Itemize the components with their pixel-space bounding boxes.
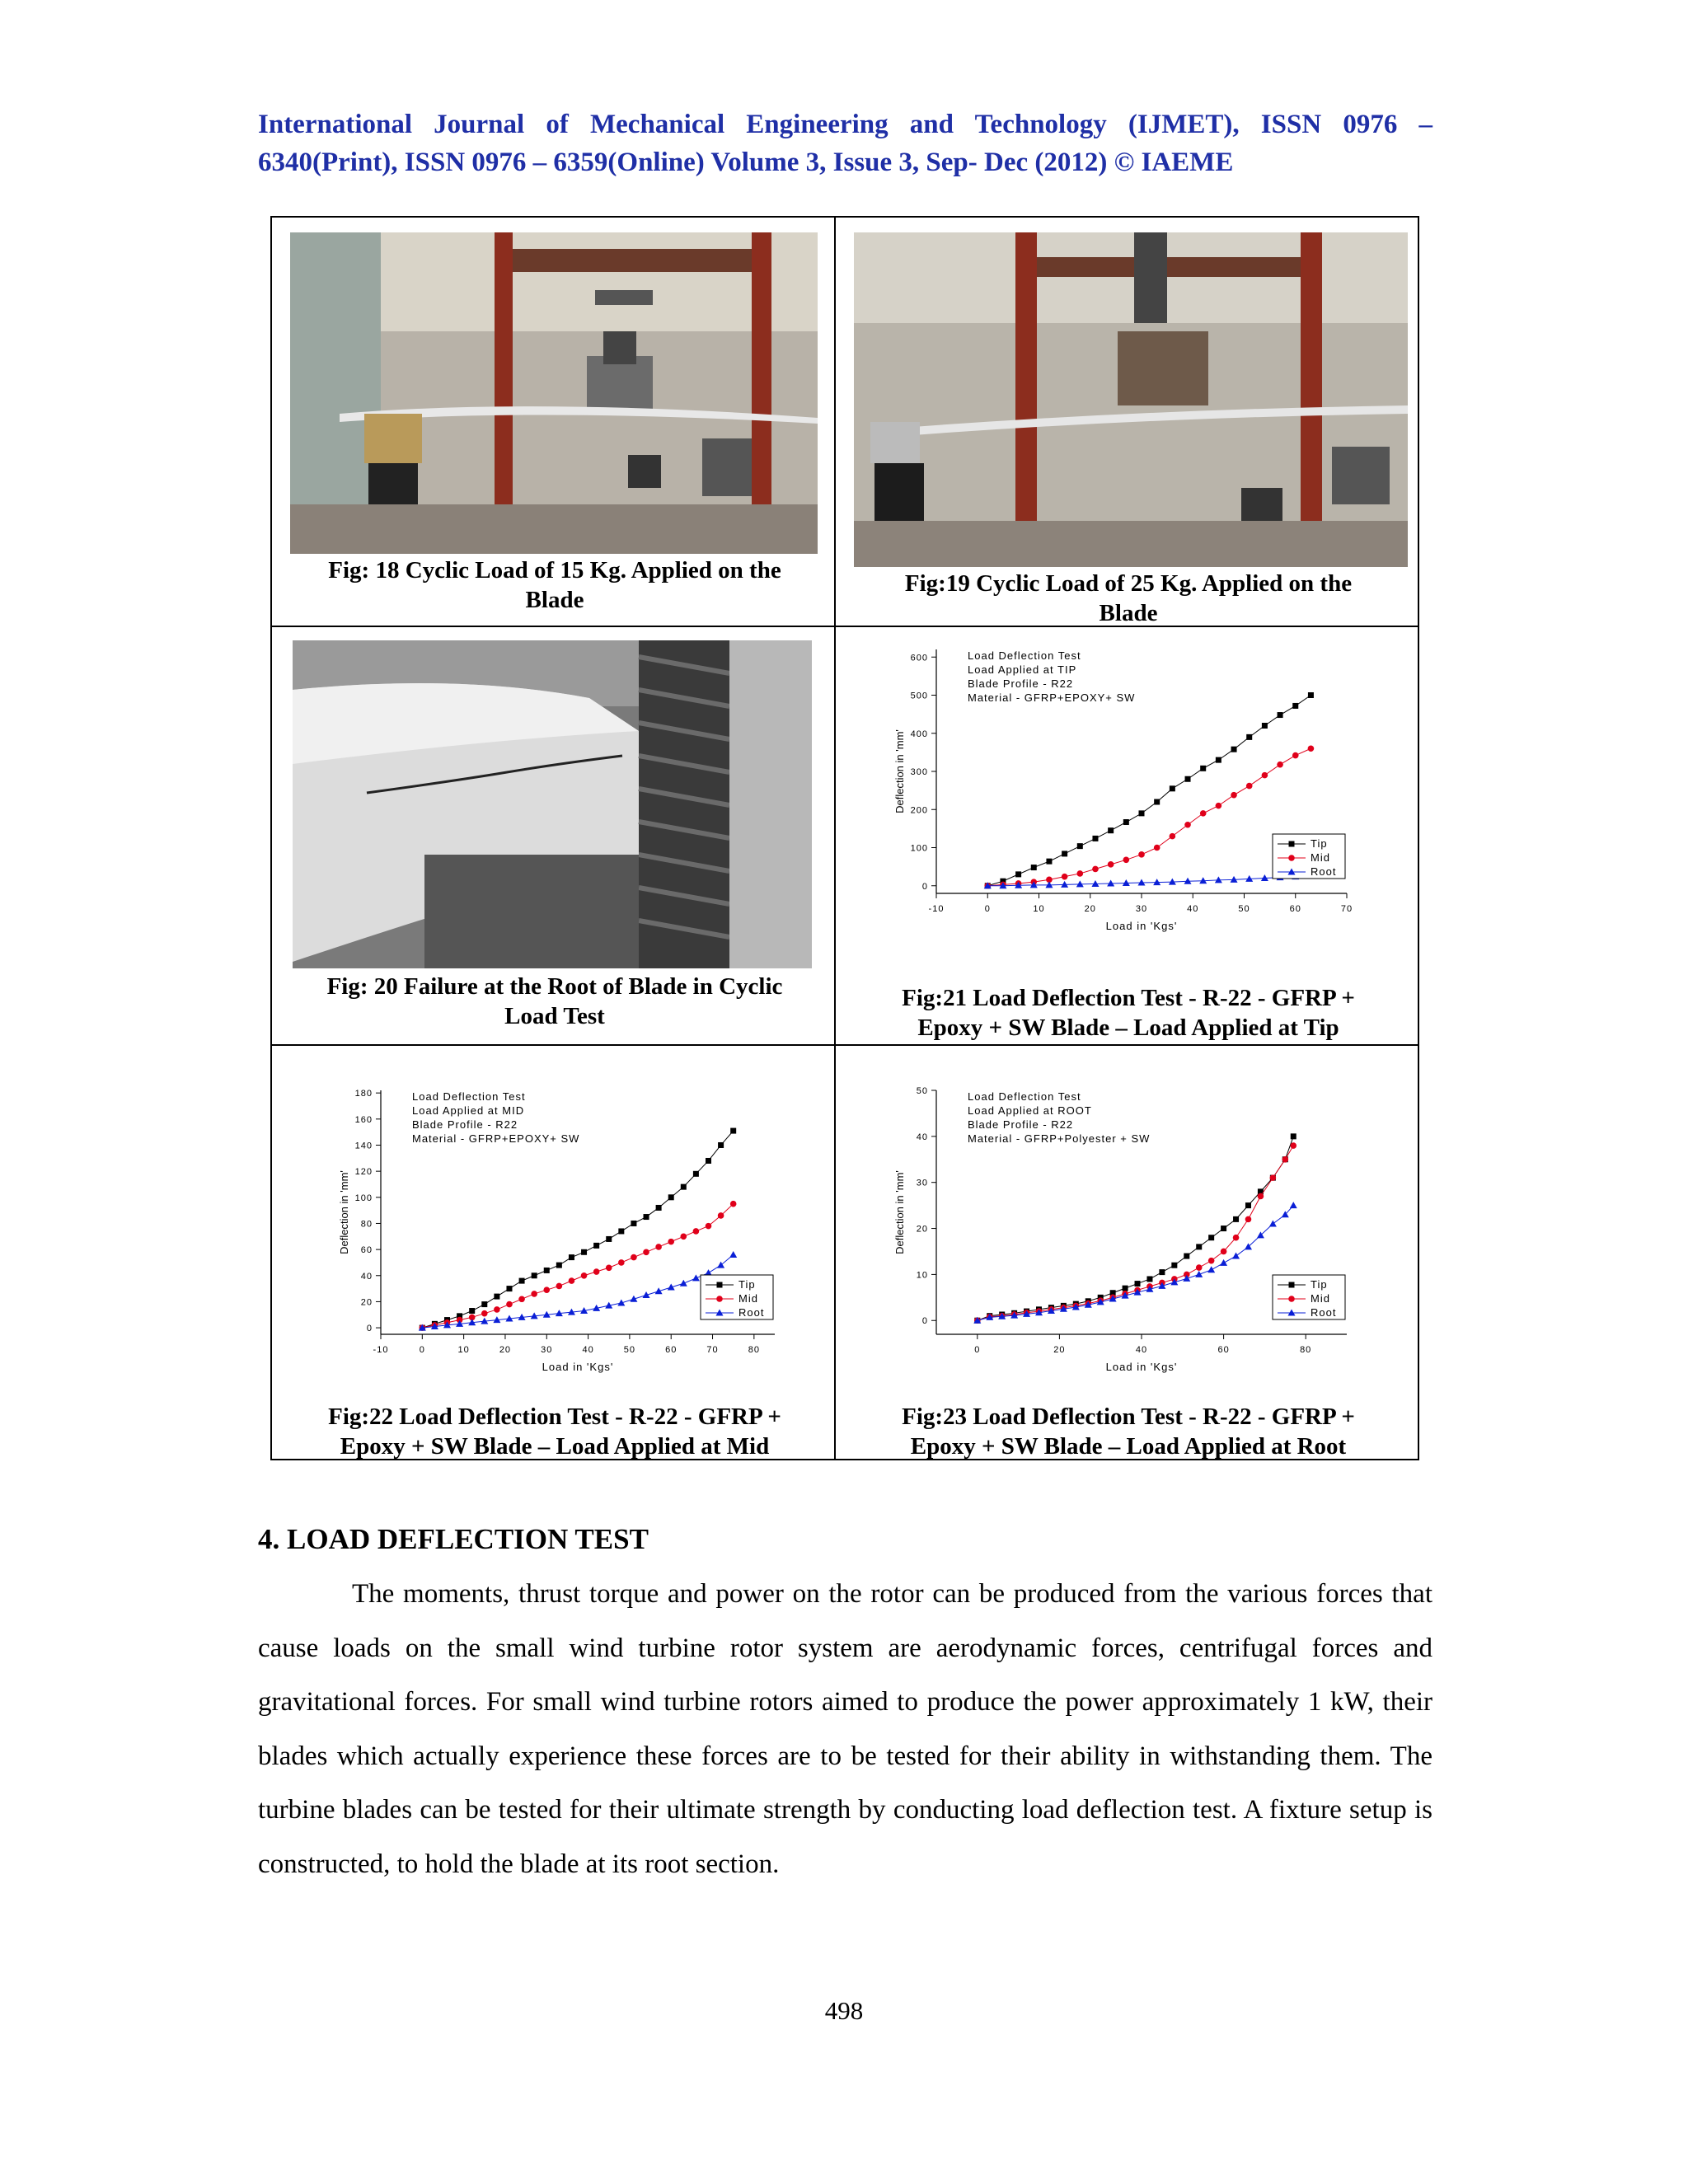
fig21-x-tick-label: 70 [1340,904,1353,914]
fig22-x-tick-label: 20 [499,1345,512,1355]
fig21-point-mid [1062,874,1068,880]
fig18-caption-line1: Fig: 18 Cyclic Load of 15 Kg. Applied on the [328,557,781,583]
fig21-point-mid [1077,870,1084,877]
fig21-y-tick-label: 100 [910,843,928,854]
fig23-point-root [1220,1259,1227,1266]
fig21-point-mid [1246,783,1253,790]
fig23-caption-line1: Fig:23 Load Deflection Test - R-22 - GFRP + [902,1404,1355,1430]
fig22-x-tick-label: -10 [373,1345,389,1355]
fig22-point-mid [631,1254,637,1261]
fig22-caption [272,1402,837,1461]
fig23-y-tick-label: 50 [916,1086,928,1096]
fig21-point-tip [1139,810,1145,816]
fig22-legend-marker-tip [717,1282,723,1288]
fig21-point-mid [1154,845,1160,851]
fig21-point-tip [1246,734,1252,740]
fig22-point-mid [681,1233,687,1240]
fig21-x-tick-label: 30 [1135,904,1148,914]
fig22-point-mid [543,1286,550,1293]
fig21-point-tip [1062,851,1067,856]
fig21-point-tip [1170,785,1175,791]
fig23-y-tick-label: 10 [916,1270,928,1281]
fig22-point-tip [668,1194,674,1200]
fig22-legend-marker-mid [716,1296,723,1302]
fig22-point-mid [506,1301,513,1308]
fig23-point-mid [1270,1174,1277,1181]
fig22-point-root [680,1280,687,1286]
fig22-point-tip [631,1221,636,1226]
fig21-x-tick-label: 10 [1033,904,1045,914]
fig23-point-tip [1184,1254,1189,1259]
fig22-y-tick-label: 80 [360,1219,373,1230]
fig23-y-tick-label: 30 [916,1178,928,1188]
fig22-point-tip [519,1278,525,1284]
fig22-point-tip [606,1236,612,1242]
figure-table [270,216,1419,1460]
fig22-y-tick-label: 120 [354,1167,373,1178]
fig23-point-mid [1208,1258,1215,1264]
fig20-photo [293,640,812,968]
fig21-legend-label-mid: Mid [1311,851,1330,864]
fig21-point-tip [1216,757,1221,763]
fig21-x-tick-label: 60 [1289,904,1301,914]
fig23-point-tip [1123,1286,1128,1291]
fig21-point-mid [1308,745,1315,752]
fig21-annotation-line: Material - GFRP+EPOXY+ SW [968,691,1136,704]
fig21-caption-line2: Epoxy + SW Blade – Load Applied at Tip [917,1015,1339,1041]
fig23-point-root [1290,1202,1297,1208]
fig22-y-tick-label: 160 [354,1114,373,1125]
fig22-point-tip [718,1142,724,1148]
fig22-point-mid [668,1239,674,1245]
fig23-caption [836,1402,1421,1461]
fig18-caption-line2: Blade [525,587,584,613]
fig22-y-tick-label: 60 [360,1245,373,1256]
fig23-annotation-line: Load Applied at ROOT [968,1104,1092,1117]
fig22-annotation-line: Material - GFRP+EPOXY+ SW [412,1132,580,1145]
fig21-legend-marker-mid [1288,855,1295,861]
fig21-point-tip [1046,859,1052,865]
fig23-point-tip [1291,1133,1296,1139]
fig22-x-tick-label: 40 [582,1345,594,1355]
fig23-point-mid [1245,1216,1252,1223]
fig22-y-tick-label: 0 [366,1324,373,1334]
fig22-point-mid [581,1272,588,1279]
fig22-x-tick-label: 10 [457,1345,470,1355]
fig22-annotation-line: Blade Profile - R22 [412,1118,518,1131]
fig22-y-tick-label: 40 [360,1271,373,1282]
fig22-x-tick-label: 30 [541,1345,553,1355]
fig19-cell [834,216,1419,627]
fig23-x-tick-label: 20 [1053,1345,1066,1355]
fig23-point-mid [1196,1264,1203,1271]
fig23-y-tick-label: 0 [921,1316,928,1327]
fig21-point-tip [1108,827,1114,833]
fig22-y-tick-label: 20 [360,1297,373,1308]
fig21-point-mid [1216,803,1222,809]
fig21-legend-marker-tip [1289,841,1295,847]
fig23-x-tick-label: 60 [1217,1345,1230,1355]
fig21-point-tip [1123,819,1129,825]
fig23-point-root [1195,1271,1203,1277]
header-line-2: 6340(Print), ISSN 0976 – 6359(Online) Volume 3, Issue 3, Sep- Dec (2012) © IAEME [258,148,1234,177]
fig21-x-tick-label: 20 [1084,904,1096,914]
fig22-series-root-line [422,1254,733,1328]
fig21-point-tip [1015,871,1021,877]
fig22-point-tip [506,1286,512,1291]
fig23-point-tip [1196,1244,1202,1249]
fig21-point-tip [1031,865,1037,870]
fig19-photo [854,232,1408,567]
fig21-point-mid [1108,861,1114,868]
fig23-point-root [1207,1266,1215,1272]
fig23-point-mid [1290,1142,1296,1149]
fig22-point-tip [581,1249,587,1255]
fig21-point-mid [1138,851,1145,858]
fig21-y-tick-label: 200 [910,805,928,816]
fig21-y-tick-label: 600 [910,653,928,663]
fig22-y-tick-label: 100 [354,1193,373,1203]
fig21-caption [836,983,1421,1043]
fig22-x-axis-label: Load in 'Kgs' [542,1361,614,1373]
fig22-x-tick-label: 70 [706,1345,719,1355]
fig21-y-tick-label: 500 [910,691,928,701]
fig22-point-tip [494,1294,499,1300]
fig22-point-tip [730,1128,736,1134]
fig23-y-tick-label: 40 [916,1132,928,1142]
fig18-photo [290,232,818,554]
fig21-x-tick-label: 40 [1187,904,1199,914]
fig21-point-mid [1200,810,1207,817]
fig22-cell [270,1044,836,1460]
fig23-legend-label-tip: Tip [1311,1278,1328,1291]
fig22-point-tip [681,1184,687,1190]
fig22-point-mid [655,1244,662,1250]
fig20-caption [272,972,837,1031]
fig22-legend-label-tip: Tip [738,1278,756,1291]
fig21-point-tip [1200,766,1206,771]
fig22-point-tip [693,1171,699,1177]
fig22-y-tick-label: 140 [354,1141,373,1151]
fig21-point-tip [1077,843,1083,849]
fig22-point-root [717,1262,724,1268]
fig20-cell [270,626,836,1046]
fig23-point-mid [1233,1235,1240,1241]
fig21-point-mid [1262,772,1268,779]
fig23-x-tick-label: 80 [1300,1345,1312,1355]
fig23-point-tip [1146,1276,1152,1282]
fig23-annotation-line: Load Deflection Test [968,1090,1081,1103]
fig21-point-mid [1277,762,1283,768]
fig21-point-tip [1292,703,1298,709]
fig23-caption-line2: Epoxy + SW Blade – Load Applied at Root [910,1433,1347,1460]
section-heading: 4. LOAD DEFLECTION TEST [258,1523,649,1555]
fig21-point-tip [1231,747,1237,752]
fig23-legend-label-mid: Mid [1311,1292,1330,1305]
fig22-y-axis-label: Deflection in 'mm' [338,1170,350,1254]
fig22-point-tip [569,1254,574,1260]
fig23-chart [885,1080,1363,1385]
fig22-point-tip [556,1263,562,1268]
fig23-x-tick-label: 0 [974,1345,981,1355]
fig21-y-tick-label: 400 [910,729,928,739]
fig23-point-mid [1221,1249,1227,1255]
fig22-point-mid [481,1310,488,1317]
fig22-point-mid [569,1277,575,1284]
fig23-point-tip [1233,1216,1239,1222]
fig22-point-tip [593,1243,599,1249]
fig23-point-tip [1245,1202,1251,1208]
fig22-point-tip [544,1268,550,1273]
fig21-chart [885,640,1363,944]
fig21-point-mid [1170,833,1176,840]
fig22-legend-label-mid: Mid [738,1292,758,1305]
fig22-chart [330,1080,791,1385]
fig22-series-mid-line [422,1204,733,1328]
fig21-x-axis-label: Load in 'Kgs' [1105,920,1178,932]
fig21-caption-line1: Fig:21 Load Deflection Test - R-22 - GFRP + [902,985,1355,1011]
fig23-point-tip [1135,1281,1141,1286]
fig21-point-mid [1092,866,1099,873]
fig22-svg [330,1080,791,1385]
fig21-cell [834,626,1419,1046]
fig19-caption [836,569,1421,628]
fig22-point-mid [718,1212,724,1219]
fig23-point-root [1269,1220,1277,1226]
fig23-cell [834,1044,1419,1460]
fig23-legend-label-root: Root [1311,1306,1337,1319]
fig21-x-tick-label: -10 [928,904,945,914]
fig22-point-root [692,1274,700,1281]
fig21-y-axis-label: Deflection in 'mm' [893,729,906,813]
fig23-legend-marker-mid [1288,1296,1295,1302]
fig21-point-tip [1092,836,1098,841]
fig22-point-tip [706,1158,711,1164]
fig21-point-mid [1184,822,1191,828]
fig23-y-tick-label: 20 [916,1224,928,1235]
fig22-point-mid [531,1291,537,1297]
fig22-series-tip-line [422,1131,733,1328]
fig22-point-tip [532,1272,537,1278]
fig22-point-tip [481,1301,487,1307]
fig18-cell [270,216,836,627]
fig21-point-tip [1308,692,1314,698]
page-number: 498 [824,1996,864,2025]
fig22-point-mid [730,1201,737,1207]
fig21-point-mid [1292,752,1299,759]
fig22-point-tip [644,1214,649,1220]
fig21-annotation-line: Blade Profile - R22 [968,677,1074,690]
fig21-point-mid [1231,792,1237,799]
fig22-caption-line1: Fig:22 Load Deflection Test - R-22 - GFRP + [328,1404,781,1430]
fig19-caption-line2: Blade [1099,600,1158,626]
fig22-caption-line2: Epoxy + SW Blade – Load Applied at Mid [340,1433,770,1460]
fig22-point-mid [643,1249,649,1255]
fig23-point-tip [1171,1263,1177,1268]
fig21-legend-label-tip: Tip [1311,837,1328,850]
fig22-x-tick-label: 80 [748,1345,760,1355]
fig21-x-tick-label: 0 [984,904,991,914]
fig23-point-root [1232,1253,1240,1259]
fig21-annotation-line: Load Applied at TIP [968,663,1077,676]
fig21-point-tip [1154,799,1160,805]
fig22-point-mid [494,1306,500,1313]
fig21-point-tip [1185,776,1191,782]
fig23-legend-marker-tip [1289,1282,1295,1288]
fig21-y-tick-label: 0 [921,881,928,892]
fig23-point-tip [1159,1269,1165,1275]
fig23-point-mid [1282,1156,1289,1163]
fig18-caption [272,555,837,615]
fig22-x-tick-label: 50 [623,1345,636,1355]
fig22-y-tick-label: 180 [354,1089,373,1099]
body-paragraph: The moments, thrust torque and power on the rotor can be produced from the various forces that cause loads on the small wind turbine rotor system are aerodynamic forces, centrifugal forces and gravitational forces. For small wind turbine rotors aimed to produce the power approximately 1 kW, their blades which actually experience these forces are to be tested for their ability in withstanding them. The turbine blades can be tested for their ultimate strength by conducting load deflection test. A fixture setup is constructed, to hold the blade at its root section. [258,1579,1432,1879]
fig22-point-root [729,1251,737,1258]
fig22-point-mid [618,1259,625,1266]
fig21-legend-label-root: Root [1311,865,1337,878]
journal-header [258,105,1432,181]
fig21-y-tick-label: 300 [910,767,928,777]
fig22-legend-label-root: Root [738,1306,765,1319]
fig20-caption-line1: Fig: 20 Failure at the Root of Blade in Cyclic [326,973,783,1000]
fig21-annotation-line: Load Deflection Test [968,649,1081,662]
fig23-y-axis-label: Deflection in 'mm' [893,1170,906,1254]
fig22-point-mid [593,1268,600,1275]
fig23-point-tip [1208,1235,1214,1240]
fig21-point-mid [1123,857,1130,864]
fig22-x-tick-label: 60 [665,1345,678,1355]
fig22-point-mid [693,1228,700,1235]
fig23-annotation-line: Blade Profile - R22 [968,1118,1074,1131]
fig20-caption-line2: Load Test [504,1003,605,1029]
fig22-point-mid [706,1223,712,1230]
fig21-svg [885,640,1363,944]
fig23-x-tick-label: 40 [1135,1345,1148,1355]
fig22-point-mid [556,1283,563,1290]
fig22-x-tick-label: 0 [419,1345,425,1355]
fig23-point-tip [1221,1226,1226,1231]
fig22-point-tip [469,1308,475,1314]
fig23-annotation-line: Material - GFRP+Polyester + SW [968,1132,1151,1145]
header-line-1: International Journal of Mechanical Engineering and Technology (IJMET), ISSN 0976 – [258,110,1432,139]
fig22-point-tip [618,1228,624,1234]
fig22-point-mid [518,1296,525,1302]
fig21-point-tip [1278,712,1283,718]
fig23-x-axis-label: Load in 'Kgs' [1105,1361,1178,1373]
fig22-point-mid [606,1264,612,1271]
fig19-caption-line1: Fig:19 Cyclic Load of 25 Kg. Applied on the [904,570,1353,597]
fig21-point-tip [1262,723,1268,729]
fig23-point-mid [1258,1193,1264,1200]
fig22-annotation-line: Load Deflection Test [412,1090,526,1103]
fig22-point-tip [656,1205,662,1211]
fig23-svg [885,1080,1363,1385]
fig21-x-tick-label: 50 [1238,904,1250,914]
fig22-annotation-line: Load Applied at MID [412,1104,525,1117]
